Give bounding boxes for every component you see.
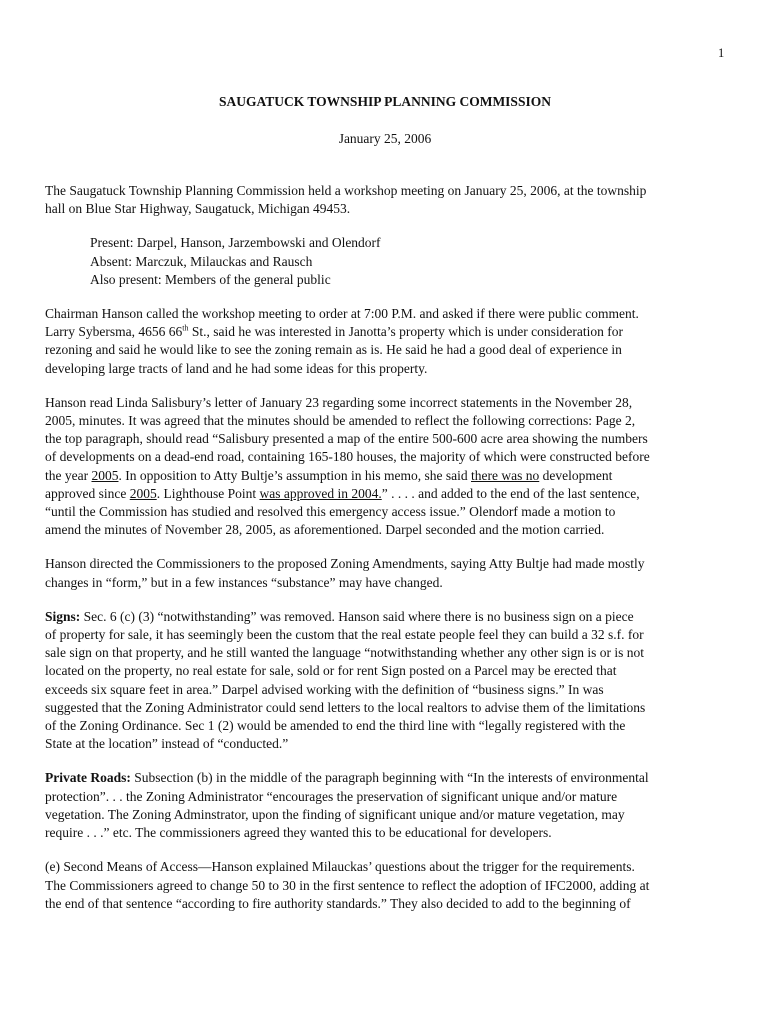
attendance-absent: Absent: Marczuk, Milauckas and Rausch bbox=[90, 253, 313, 269]
text-line: vegetation. The Zoning Adminstrator, upon the finding of significant unique and/or mature vegetation, may bbox=[45, 806, 625, 822]
text-line: of developments on a dead-end road, containing 165-180 houses, the majority of which were constructed before bbox=[45, 449, 650, 465]
underlined-text: was approved in 2004. bbox=[259, 485, 382, 501]
text-line: The Saugatuck Township Planning Commission held a workshop meeting on January 25, 2006, at the township bbox=[45, 183, 647, 198]
text-run: approved since bbox=[45, 485, 130, 501]
text-line bbox=[45, 485, 731, 503]
document-body bbox=[45, 182, 731, 929]
attendance-block bbox=[45, 234, 731, 289]
intro-paragraph bbox=[45, 182, 731, 218]
text-line: State at the location” instead of “conducted.” bbox=[45, 736, 289, 752]
text-line: Hanson read Linda Salisbury’s letter of January 23 regarding some incorrect statements in the November 28, bbox=[45, 394, 633, 410]
text-line: hall on Blue Star Highway, Saugatuck, Michigan 49453. bbox=[45, 201, 351, 217]
text-line: protection”. . . the Zoning Administrator “encourages the preservation of significant unique and/or mature bbox=[45, 788, 618, 804]
text-line bbox=[45, 769, 731, 787]
text-line bbox=[45, 467, 731, 485]
section-label-signs: Signs: bbox=[45, 608, 81, 624]
text-line: Chairman Hanson called the workshop meeting to order at 7:00 P.M. and asked if there were public comment. bbox=[45, 306, 639, 322]
meeting-date: January 25, 2006 bbox=[338, 131, 432, 146]
attendance-also-present: Also present: Members of the general public bbox=[90, 271, 331, 287]
underlined-text: 2005 bbox=[129, 485, 157, 501]
signs-paragraph bbox=[45, 608, 731, 754]
text-line: rezoning and said he would like to see the zoning remain as is. He said he had a good deal of experience in bbox=[45, 342, 622, 358]
text-run: Sec. 6 (c) (3) “notwithstanding” was removed. Hanson said where there is no business sign on a piece bbox=[80, 608, 634, 624]
text-line: the top paragraph, should read “Salisbury presented a map of the entire 500-600 acre area showing the numbers bbox=[45, 431, 648, 447]
attendance-present: Present: Darpel, Hanson, Jarzembowski and Olendorf bbox=[90, 235, 381, 251]
text-line: amend the minutes of November 28, 2005, as aforementioned. Darpel seconded and the motion carried. bbox=[45, 522, 605, 538]
text-line: located on the property, no real estate for sale, sold or for rent Sign posted on a Parcel may be erected that bbox=[45, 663, 617, 679]
text-line: 2005, minutes. It was agreed that the minutes should be amended to reflect the following corrections: Page 2, bbox=[45, 413, 636, 429]
text-run: the year bbox=[45, 467, 92, 483]
text-run: development bbox=[539, 467, 613, 483]
public-comment-paragraph bbox=[45, 305, 731, 378]
text-line: of property for sale, it has seemingly been the custom that the real estate people feel they can build a 32 s.f. for bbox=[45, 627, 644, 643]
zoning-amendments-paragraph bbox=[45, 555, 731, 591]
text-line bbox=[45, 323, 731, 341]
text-line: The Commissioners agreed to change 50 to 30 in the first sentence to reflect the adoption of IFC2000, adding at bbox=[45, 877, 650, 893]
minutes-correction-paragraph bbox=[45, 394, 731, 540]
text-line: “until the Commission has studied and resolved this emergency access issue.” Olendorf made a motion to bbox=[45, 504, 616, 520]
text-run: . Lighthouse Point bbox=[156, 485, 260, 501]
text-line: suggested that the Zoning Administrator could send letters to the local realtors to advise them of the limitations bbox=[45, 699, 646, 715]
text-run: ” . . . . and added to the end of the last sentence, bbox=[381, 485, 640, 501]
text-line: changes in “form,” but in a few instances “substance” may have changed. bbox=[45, 574, 443, 590]
text-line: the end of that sentence “according to fire authority standards.” They also decided to add to the beginning of bbox=[45, 895, 631, 911]
text-line bbox=[45, 608, 731, 626]
underlined-text: 2005 bbox=[91, 467, 119, 483]
second-access-paragraph bbox=[45, 858, 731, 913]
text-line: require . . .” etc. The commissioners agreed they wanted this to be educational for developers. bbox=[45, 825, 552, 841]
page-number: 1 bbox=[718, 46, 725, 60]
text-line: (e) Second Means of Access—Hanson explained Milauckas’ questions about the trigger for the requirements. bbox=[45, 859, 635, 875]
text-line: sale sign on that property, and he still wanted the language “notwithstanding whether any other sign is or is not bbox=[45, 645, 644, 661]
text-line: of the Zoning Ordinance. Sec 1 (2) would be amended to end the third line with “legally registered with the bbox=[45, 718, 626, 734]
text-line: Hanson directed the Commissioners to the proposed Zoning Amendments, saying Atty Bultje had made mostly bbox=[45, 556, 645, 572]
text-line: developing large tracts of land and he had some ideas for this property. bbox=[45, 360, 428, 376]
text-run: . In opposition to Atty Bultje’s assumption in his memo, she said bbox=[118, 467, 471, 483]
section-label-private-roads: Private Roads: bbox=[45, 770, 131, 786]
private-roads-paragraph bbox=[45, 769, 731, 842]
underlined-text: there was no bbox=[471, 467, 540, 483]
superscript: th bbox=[182, 323, 189, 333]
document-title: SAUGATUCK TOWNSHIP PLANNING COMMISSION bbox=[219, 94, 551, 109]
text-run: Larry Sybersma, 4656 66 bbox=[45, 324, 183, 340]
text-line: exceeds six square feet in area.” Darpel advised working with the definition of “business signs.” In was bbox=[45, 681, 604, 697]
text-run: St., said he was interested in Janotta’s property which is under consideration for bbox=[188, 324, 623, 340]
text-run: Subsection (b) in the middle of the paragraph beginning with “In the interests of environmental bbox=[130, 770, 649, 786]
